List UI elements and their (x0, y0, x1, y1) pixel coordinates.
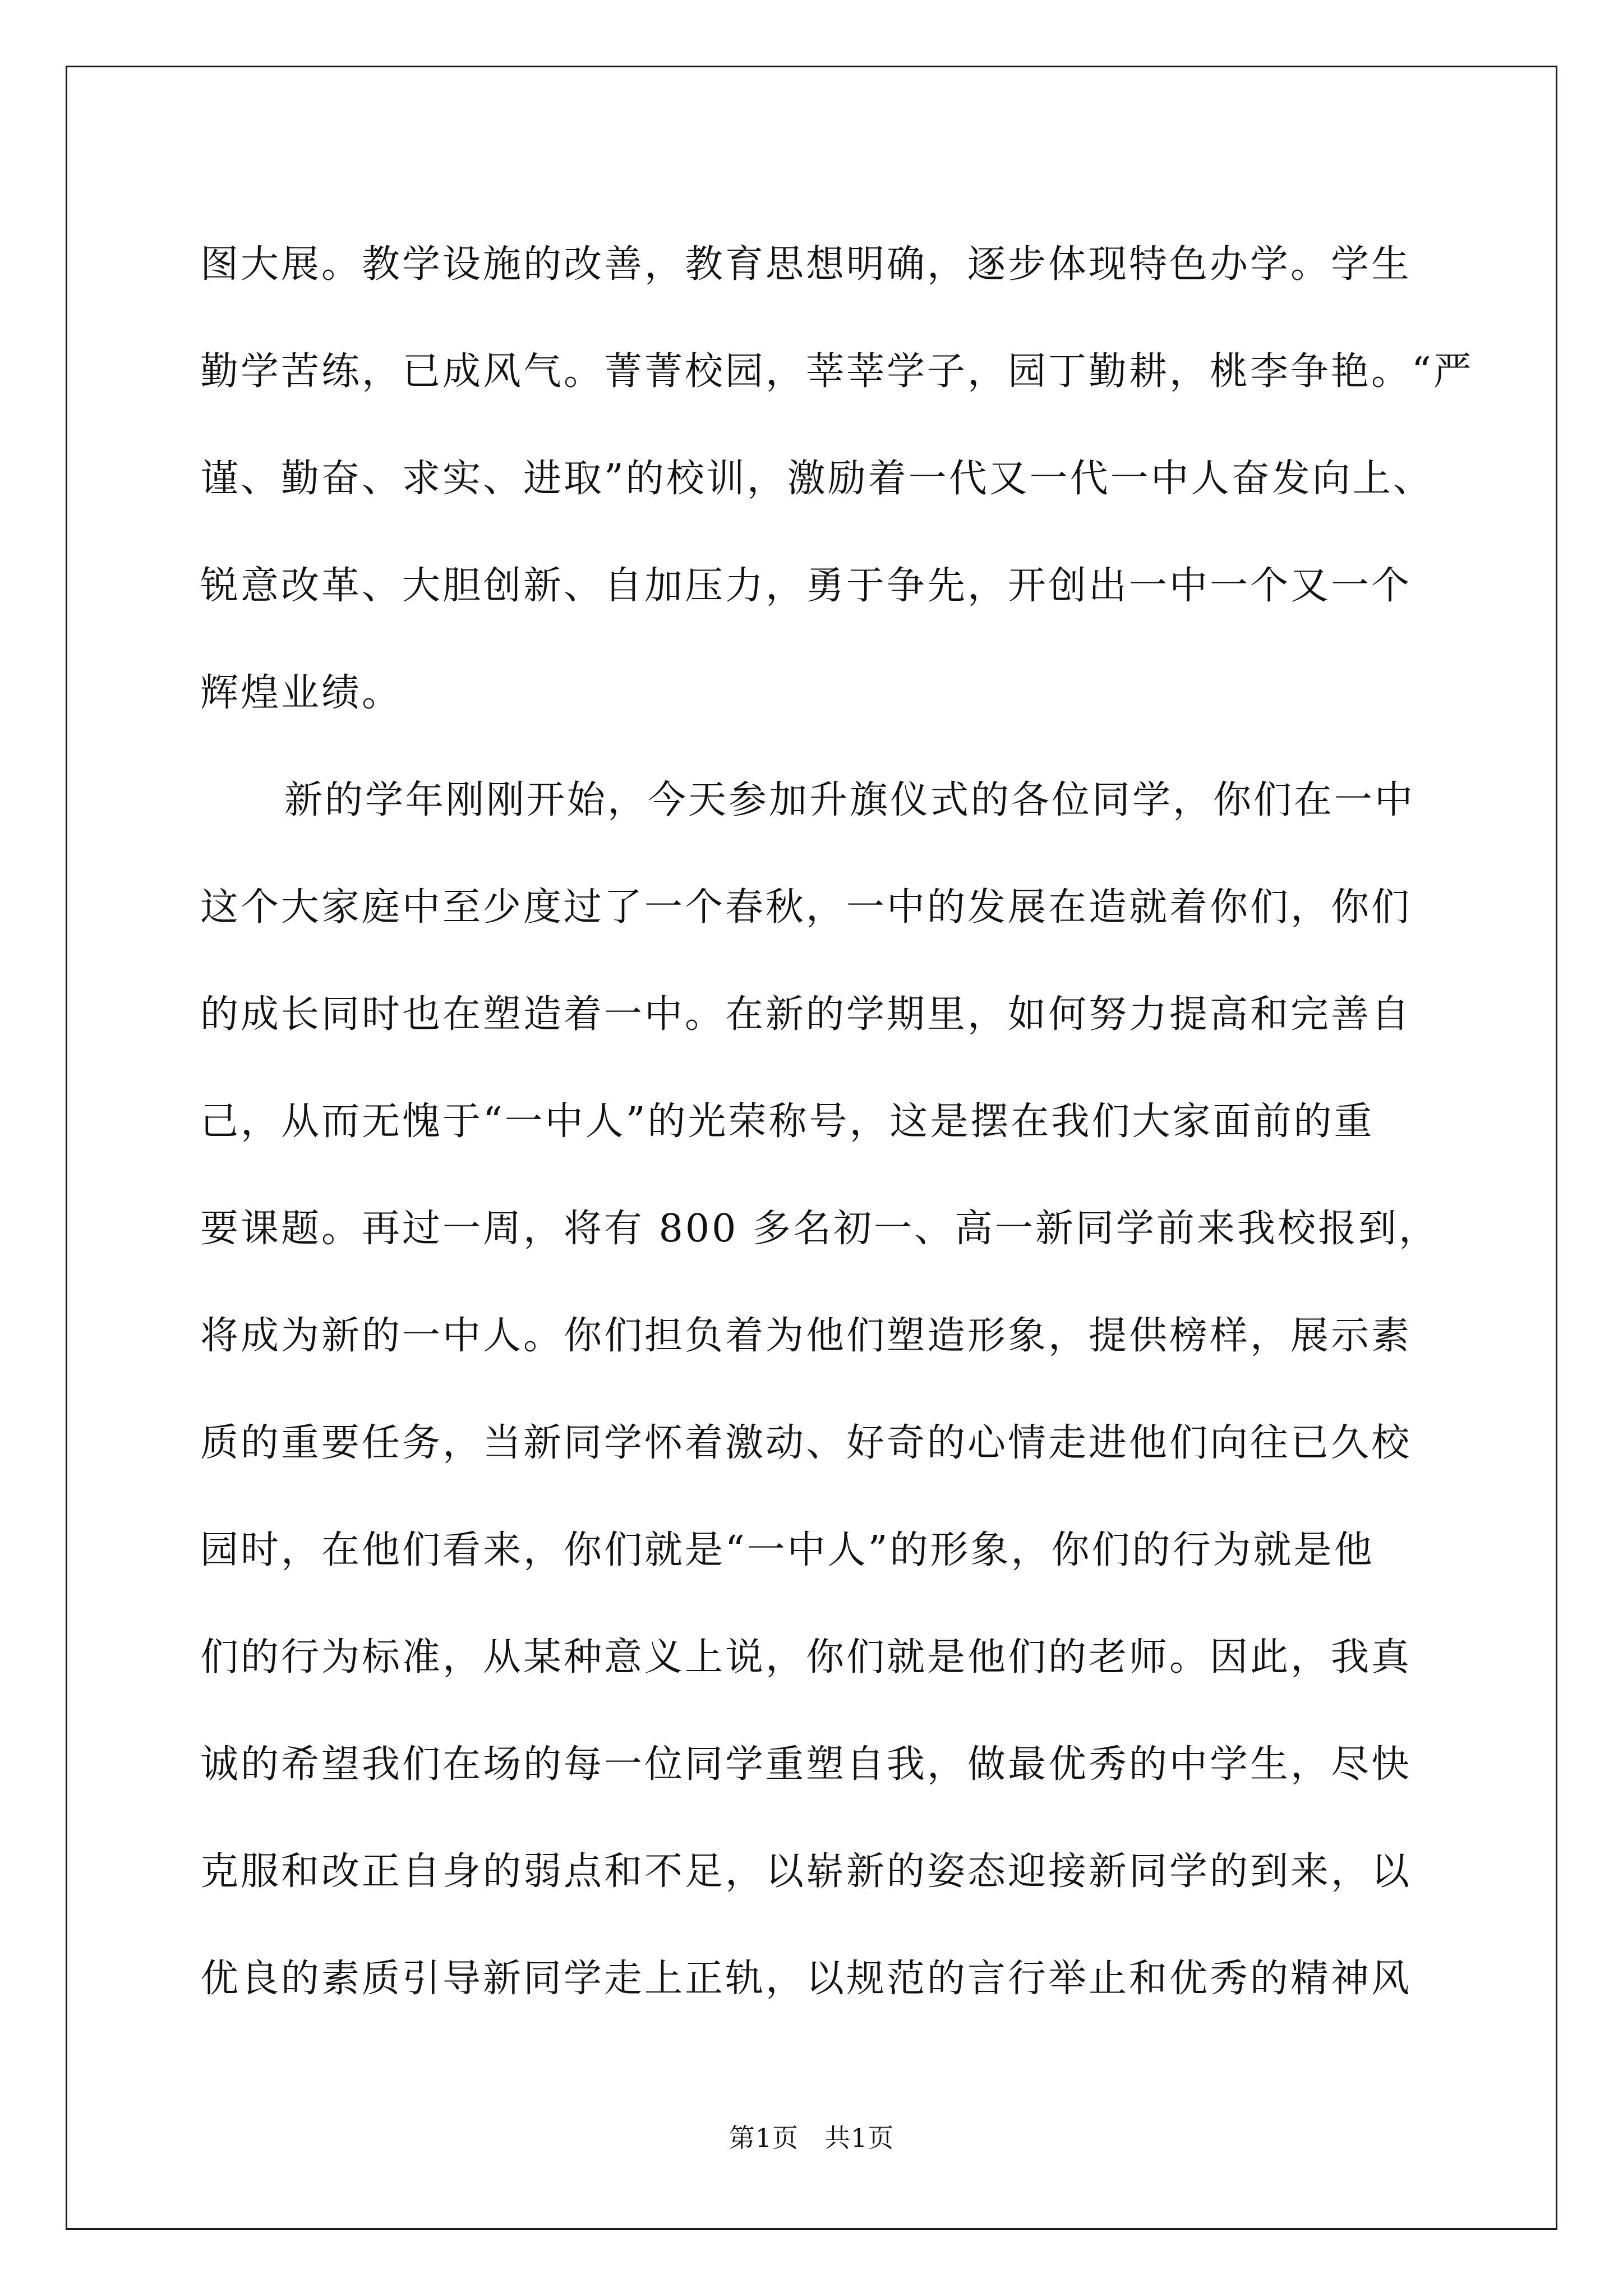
text-line: 己，从而无愧于“一中人”的光荣称号，这是摆在我们大家面前的重 (200, 1099, 1375, 1144)
text-line: 图大展。教学设施的改善，教育思想明确，逐步体现特色办学。学生 (200, 242, 1412, 287)
text-line: 新的学年刚刚开始，今天参加升旗仪式的各位同学，你们在一中 (284, 778, 1415, 822)
text-line: 的成长同时也在塑造着一中。在新的学期里，如何努力提高和完善自 (200, 992, 1412, 1037)
text-line: 们的行为标准，从某种意义上说，你们就是他们的老师。因此，我真 (200, 1635, 1412, 1680)
text-line: 辉煌业绩。 (200, 671, 403, 715)
page-footer (0, 2118, 1623, 2155)
text-line: 优良的素质引导新同学走上正轨，以规范的言行举止和优秀的精神风 (200, 1957, 1412, 2001)
text-line: 锐意改革、大胆创新、自加压力，勇于争先，开创出一中一个又一个 (200, 564, 1412, 608)
text-line: 谨、勤奋、求实、进取”的校训，激励着一代又一代一中人奋发向上、 (200, 457, 1433, 501)
text-line: 这个大家庭中至少度过了一个春秋，一中的发展在造就着你们，你们 (200, 885, 1412, 930)
text-line: 要课题。再过一周，将有 800 多名初一、高一新同学前来我校报到， (200, 1207, 1440, 1251)
paragraph-2 (200, 747, 1445, 2032)
text-line: 园时，在他们看来，你们就是“一中人”的形象，你们的行为就是他 (200, 1528, 1375, 1572)
text-line: 将成为新的一中人。你们担负着为他们塑造形象，提供榜样，展示素 (200, 1314, 1412, 1358)
text-line: 诚的希望我们在场的每一位同学重塑自我，做最优秀的中学生，尽快 (200, 1742, 1412, 1787)
page-total: 共1页 (824, 2123, 895, 2153)
page-number: 第1页 (728, 2123, 799, 2153)
text-line: 勤学苦练，已成风气。菁菁校园，莘莘学子，园丁勤耕，桃李争艳。“严 (200, 349, 1474, 394)
text-line: 克服和改正自身的弱点和不足，以崭新的姿态迎接新同学的到来，以 (200, 1849, 1412, 1894)
text-line: 质的重要任务，当新同学怀着激动、好奇的心情走进他们向往已久校 (200, 1421, 1412, 1465)
paragraph-1 (200, 211, 1474, 747)
document-body (200, 211, 1474, 2032)
